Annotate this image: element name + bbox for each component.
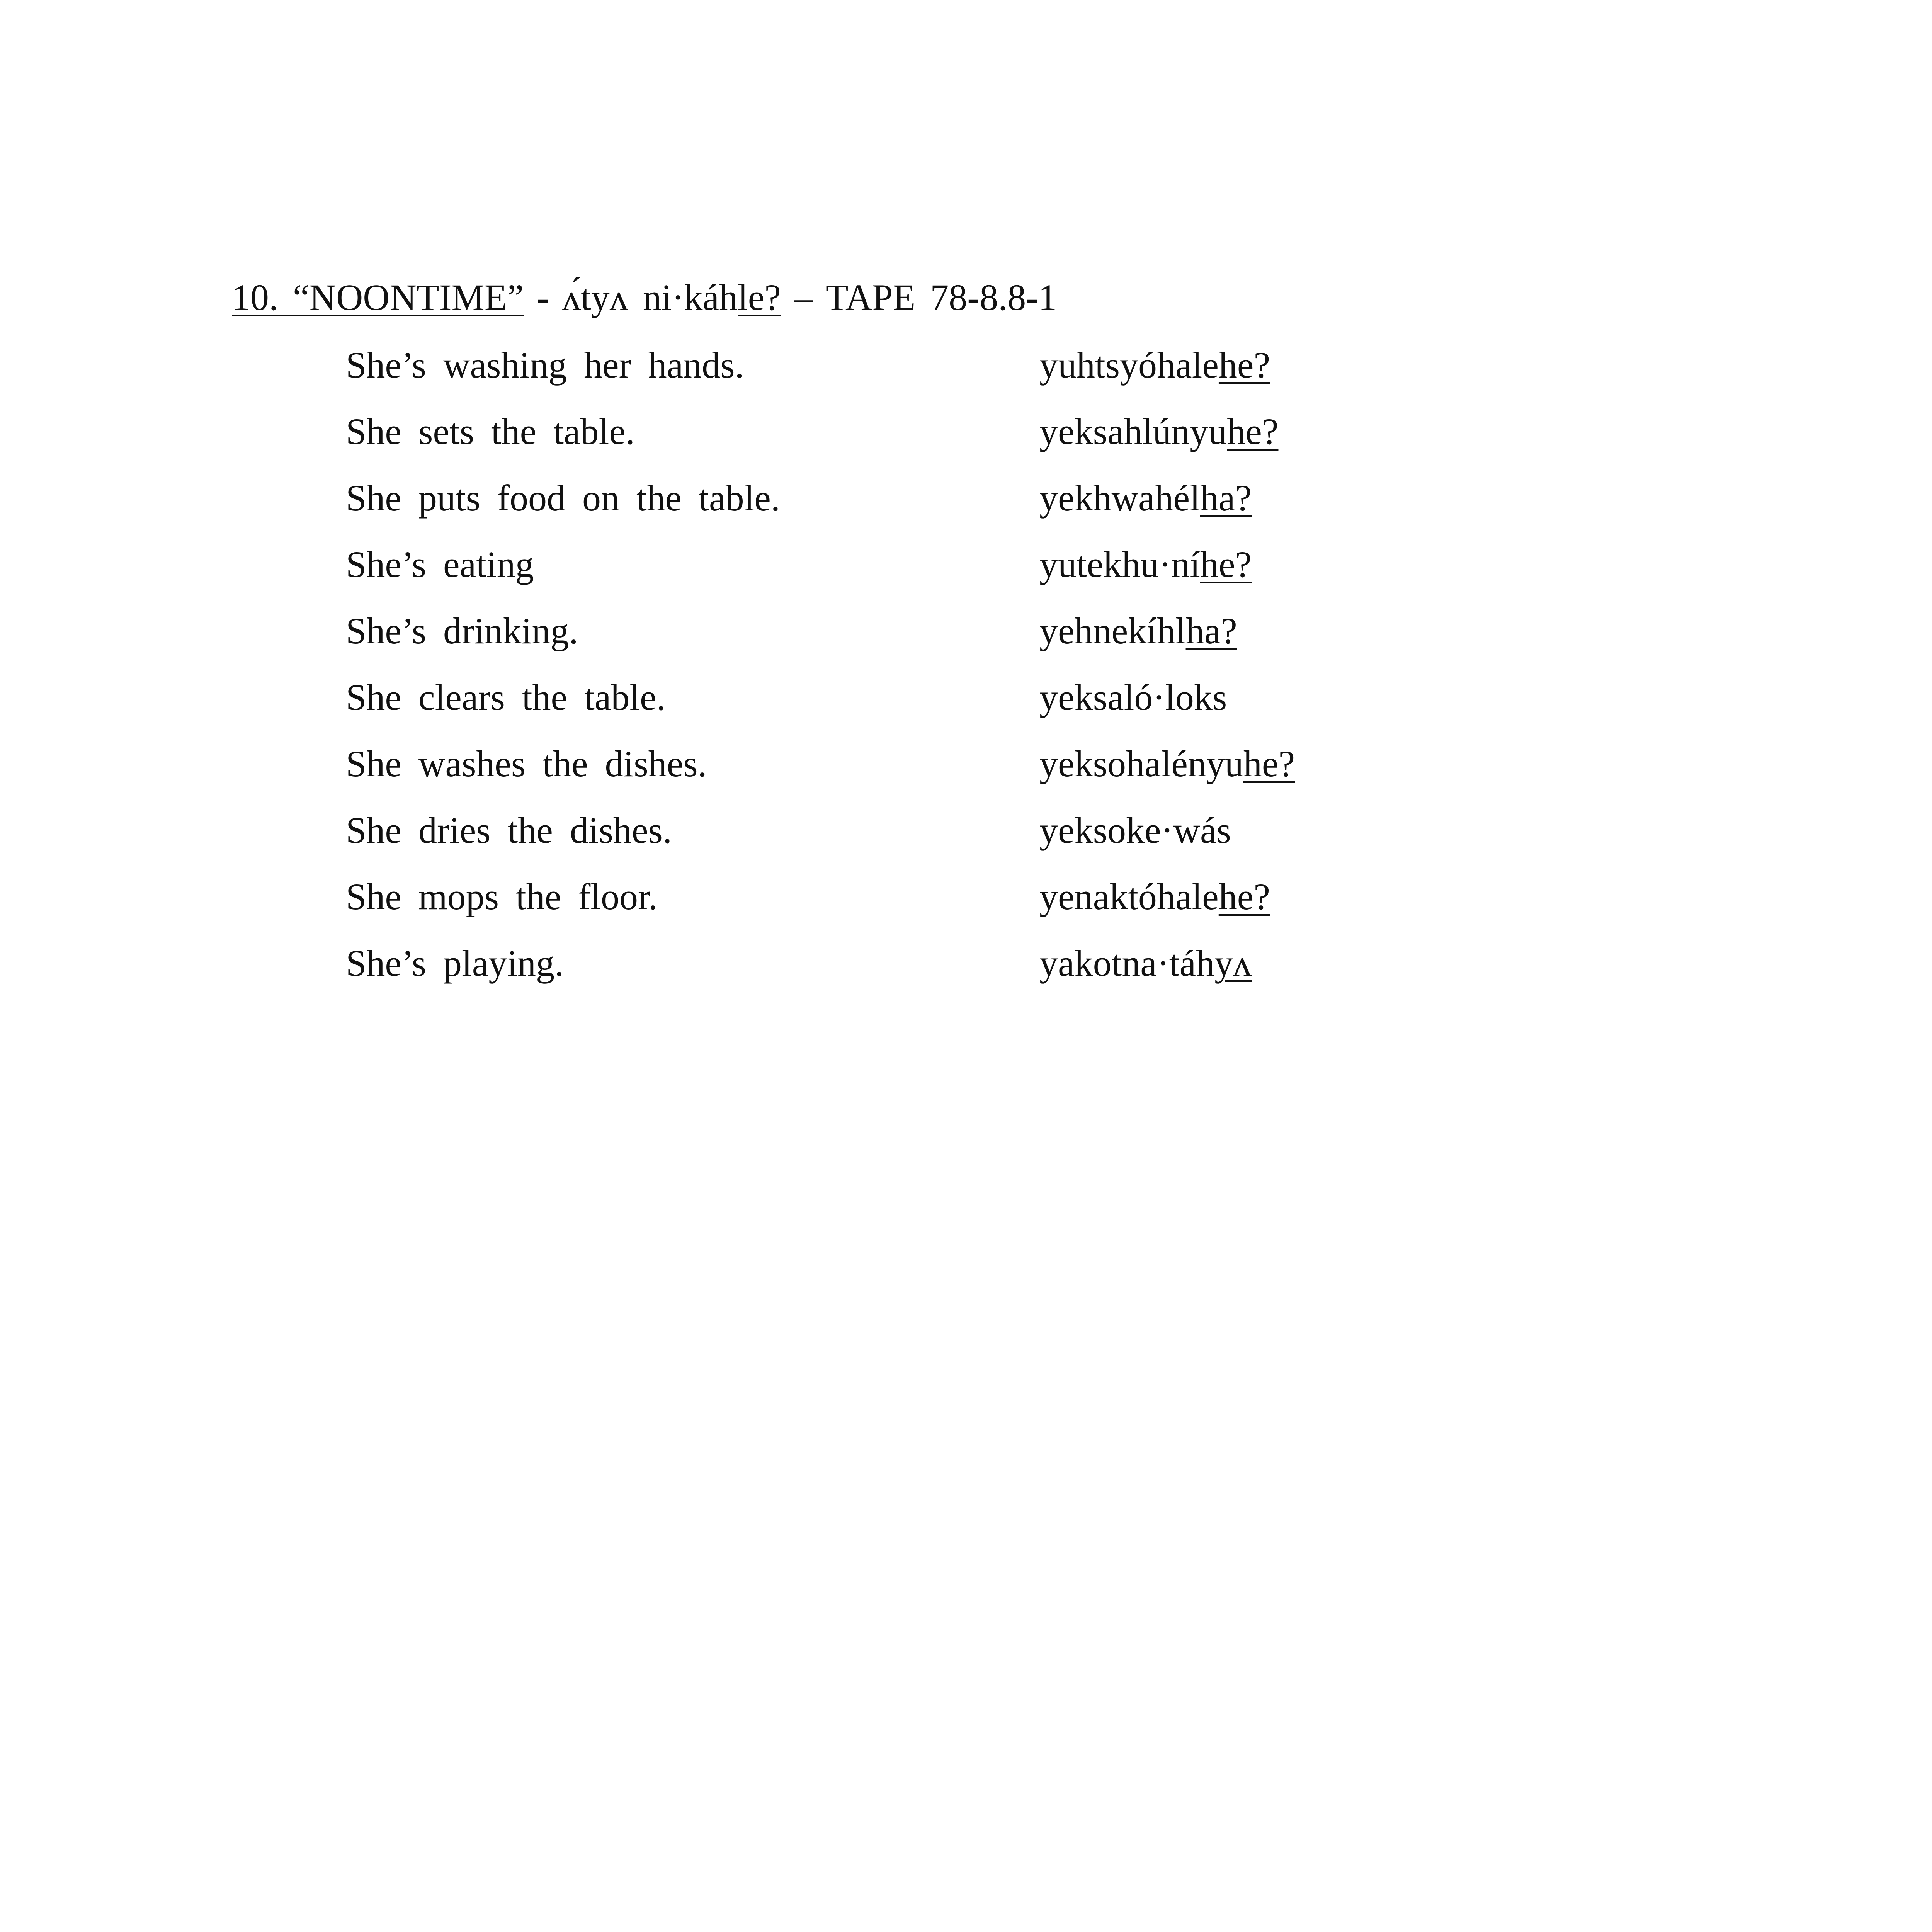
mohawk-phrase	[1039, 803, 1231, 857]
english-phrase: She mops the floor.	[346, 876, 658, 917]
english-phrase: She’s drinking.	[346, 610, 578, 651]
mohawk-underlined: he?	[1227, 411, 1279, 452]
mohawk-phrase	[1039, 537, 1252, 592]
mohawk-phrase	[1039, 737, 1295, 791]
mohawk-underlined: he?	[1218, 876, 1270, 917]
mohawk-plain: yakotna·táh	[1039, 942, 1215, 984]
mohawk-plain: yekhwahél	[1039, 477, 1200, 519]
mohawk-plain: yehnekíhl	[1039, 610, 1186, 651]
mohawk-phrase	[1039, 870, 1270, 924]
mohawk-underlined: ha?	[1185, 610, 1237, 651]
heading-title: “NOONTIME”	[293, 277, 524, 318]
mohawk-underlined: he?	[1200, 544, 1252, 585]
english-phrase: She’s playing.	[346, 942, 564, 984]
mohawk-underlined: he?	[1218, 344, 1270, 386]
mohawk-phrase	[1039, 604, 1237, 658]
mohawk-plain: yutekhu·ní	[1039, 544, 1200, 585]
section-heading	[232, 270, 1057, 325]
heading-tape-reference: TAPE 78-8.8-1	[825, 277, 1057, 318]
english-phrase: She sets the table.	[346, 411, 635, 452]
english-phrase: She’s washing her hands.	[346, 344, 744, 386]
mohawk-phrase	[1039, 338, 1270, 392]
mohawk-plain: yeksahlúnyu	[1039, 411, 1227, 452]
english-phrase: She’s eating	[346, 544, 534, 585]
mohawk-underlined: ha?	[1200, 477, 1252, 519]
english-phrase: She puts food on the table.	[346, 477, 780, 519]
mohawk-plain: yenaktóhale	[1039, 876, 1219, 917]
heading-mohawk-word-2-underlined: le?	[738, 277, 781, 318]
heading-mohawk-word-2-plain: ni·káh	[643, 277, 738, 318]
heading-mohawk-word-1: ʌ́tyʌ	[562, 277, 628, 318]
mohawk-underlined: he?	[1243, 743, 1295, 784]
english-phrase: She clears the table.	[346, 677, 666, 718]
heading-underlined-title	[232, 277, 524, 318]
english-phrase: She washes the dishes.	[346, 743, 707, 784]
mohawk-plain: yeksoke·wás	[1039, 810, 1231, 851]
heading-dash: -	[537, 277, 549, 318]
heading-mohawk-word-2	[643, 277, 781, 318]
heading-separator: –	[794, 277, 813, 318]
mohawk-plain: yuhtsyóhale	[1039, 344, 1219, 386]
mohawk-phrase	[1039, 471, 1252, 525]
mohawk-plain: yeksohalényu	[1039, 743, 1243, 784]
mohawk-underlined: yʌ	[1214, 942, 1252, 984]
mohawk-phrase	[1039, 405, 1278, 459]
mohawk-phrase	[1039, 670, 1227, 724]
heading-number: 10.	[232, 277, 278, 318]
english-phrase: She dries the dishes.	[346, 810, 672, 851]
mohawk-plain: yeksaló·loks	[1039, 677, 1227, 718]
mohawk-phrase	[1039, 936, 1252, 990]
